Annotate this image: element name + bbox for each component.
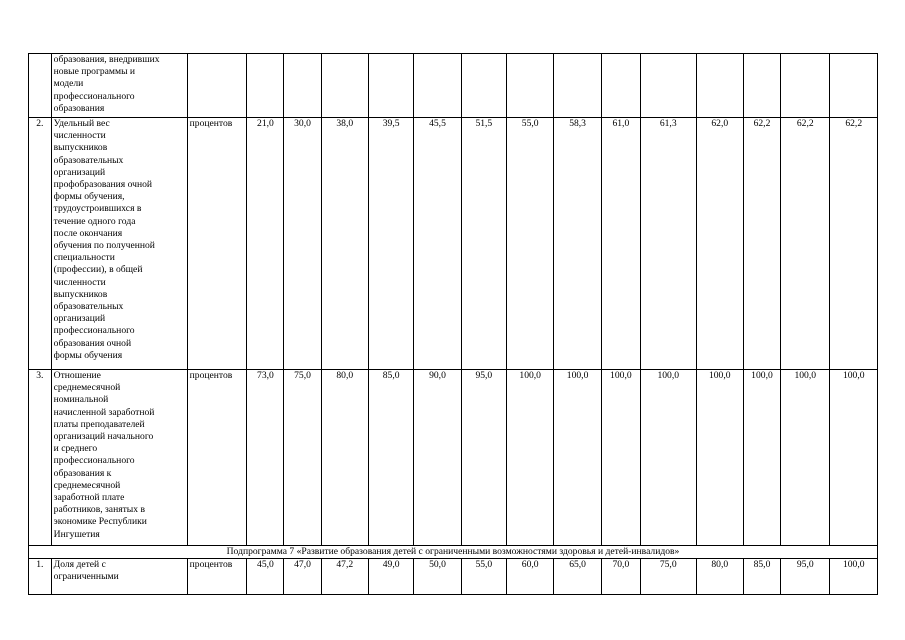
value-cell: 100,0 (830, 559, 878, 595)
value-cell (414, 54, 461, 118)
description-line: профессионального (53, 455, 135, 467)
description-line: заработной плате (53, 492, 125, 504)
value-cell: 100,0 (781, 370, 830, 546)
subprogram-heading-row (29, 546, 878, 559)
value-cell: 62,2 (830, 118, 878, 370)
description-line: Ингушетия (53, 528, 100, 540)
table-row (29, 370, 878, 546)
subprogram-heading: Подпрограмма 7 «Развитие образования детей с ограниченными возможностями здоровья и детей-инвалидов» (29, 546, 878, 559)
value-cell: 75,0 (284, 370, 321, 546)
value-cell: 90,0 (414, 370, 461, 546)
value-cell: 100,0 (507, 370, 554, 546)
value-cell: 70,0 (601, 559, 640, 595)
value-cell: 100,0 (640, 370, 696, 546)
indicator-description (51, 370, 187, 546)
value-cell: 95,0 (781, 559, 830, 595)
value-cell: 95,0 (461, 370, 506, 546)
value-cell (640, 54, 696, 118)
value-cell: 51,5 (461, 118, 506, 370)
description-line: профессионального (53, 325, 135, 337)
value-cell (696, 54, 743, 118)
value-cell: 73,0 (247, 370, 284, 546)
description-line: выпускников (53, 288, 108, 300)
value-cell (507, 54, 554, 118)
value-cell: 85,0 (743, 559, 780, 595)
indicator-description (51, 54, 187, 118)
indicators-table (28, 53, 878, 595)
description-line: организаций (53, 166, 106, 178)
row-number (29, 54, 52, 118)
description-line: Отношение (53, 370, 101, 381)
description-line: формы обучения, (53, 191, 125, 203)
value-cell: 85,0 (368, 370, 413, 546)
value-cell: 47,0 (284, 559, 321, 595)
description-line: новые программы и (53, 66, 136, 78)
value-cell: 62,2 (781, 118, 830, 370)
description-line: ограниченными (53, 571, 119, 583)
description-line: образования очной (53, 337, 132, 349)
value-cell: 45,5 (414, 118, 461, 370)
table-row (29, 559, 878, 595)
description-line: образования (53, 102, 105, 114)
value-cell (461, 54, 506, 118)
description-line: платы преподавателей (53, 418, 145, 430)
description-line: численности (53, 130, 106, 142)
value-cell: 21,0 (247, 118, 284, 370)
value-cell: 39,5 (368, 118, 413, 370)
description-line: среднемесячной (53, 479, 121, 491)
value-cell (781, 54, 830, 118)
value-cell: 55,0 (461, 559, 506, 595)
description-line: организаций начального (53, 431, 154, 443)
description-line: образовательных (53, 301, 124, 313)
value-cell (247, 54, 284, 118)
value-cell (554, 54, 601, 118)
description-line: выпускников (53, 142, 108, 154)
description-line: работников, занятых в (53, 504, 145, 516)
description-line: численности (53, 276, 106, 288)
description-line: формы обучения (53, 349, 123, 361)
indicator-description (51, 559, 187, 595)
value-cell: 61,3 (640, 118, 696, 370)
value-cell: 100,0 (554, 370, 601, 546)
description-line: начисленной заработной (53, 406, 155, 418)
indicator-description (51, 118, 187, 370)
value-cell: 30,0 (284, 118, 321, 370)
value-cell (284, 54, 321, 118)
unit-of-measure: процентов (187, 559, 247, 595)
value-cell: 80,0 (696, 559, 743, 595)
value-cell: 50,0 (414, 559, 461, 595)
value-cell: 60,0 (507, 559, 554, 595)
table-row (29, 54, 878, 118)
description-line: экономике Республики (53, 516, 147, 528)
description-line: среднемесячной (53, 382, 121, 394)
value-cell: 38,0 (321, 118, 368, 370)
value-cell: 47,2 (321, 559, 368, 595)
description-line: трудоустроившихся в (53, 203, 142, 215)
description-line: профобразования очной (53, 179, 153, 191)
description-line: организаций (53, 313, 106, 325)
description-line: обучения по полученной (53, 240, 155, 252)
value-cell (743, 54, 780, 118)
table-row (29, 118, 878, 370)
description-line: Удельный вес (53, 118, 110, 129)
value-cell: 62,2 (743, 118, 780, 370)
row-number: 3. (29, 370, 52, 546)
value-cell: 62,0 (696, 118, 743, 370)
description-line: после окончания (53, 227, 123, 239)
unit-of-measure: процентов (187, 118, 247, 370)
description-line: Доля детей с (53, 559, 106, 571)
value-cell: 75,0 (640, 559, 696, 595)
description-line: образования, внедривших (53, 54, 160, 65)
row-number: 2. (29, 118, 52, 370)
value-cell: 49,0 (368, 559, 413, 595)
description-line: модели (53, 78, 84, 90)
description-line: и среднего (53, 443, 98, 455)
value-cell: 61,0 (601, 118, 640, 370)
value-cell (368, 54, 413, 118)
unit-of-measure: процентов (187, 370, 247, 546)
description-line: профессионального (53, 90, 135, 102)
value-cell: 80,0 (321, 370, 368, 546)
unit-of-measure (187, 54, 247, 118)
value-cell: 100,0 (743, 370, 780, 546)
description-line: номинальной (53, 394, 109, 406)
value-cell (830, 54, 878, 118)
value-cell: 45,0 (247, 559, 284, 595)
description-line: специальности (53, 252, 115, 264)
indicators-table-body (29, 54, 878, 595)
description-line: (профессии), в общей (53, 264, 143, 276)
description-line: образовательных (53, 154, 124, 166)
description-line: образования к (53, 467, 112, 479)
value-cell: 100,0 (830, 370, 878, 546)
value-cell (321, 54, 368, 118)
value-cell: 65,0 (554, 559, 601, 595)
description-line: течение одного года (53, 215, 136, 227)
value-cell: 58,3 (554, 118, 601, 370)
row-number: 1. (29, 559, 52, 595)
value-cell: 100,0 (601, 370, 640, 546)
value-cell: 100,0 (696, 370, 743, 546)
value-cell (601, 54, 640, 118)
value-cell: 55,0 (507, 118, 554, 370)
